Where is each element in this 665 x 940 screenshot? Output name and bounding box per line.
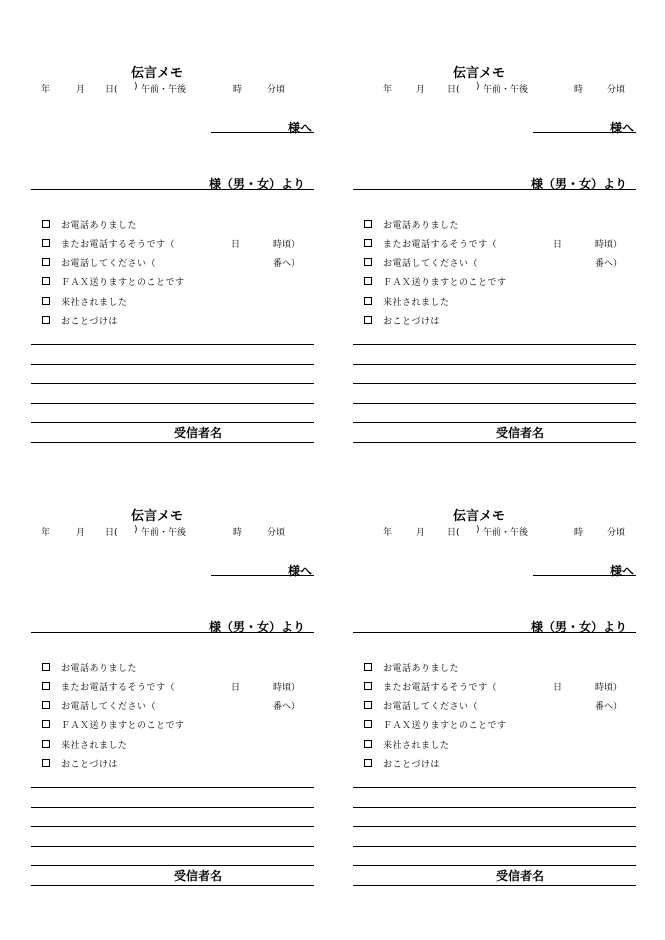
option-item: お電話してください（ [383, 259, 479, 269]
callback-number-label: 番へ） [595, 702, 623, 712]
checkbox[interactable] [364, 663, 372, 671]
option-item: お電話ありました [61, 664, 138, 674]
checkbox[interactable] [42, 759, 50, 767]
memo-title: 伝言メモ [453, 66, 506, 81]
checkbox[interactable] [42, 277, 50, 285]
checkbox[interactable] [42, 720, 50, 728]
checkbox[interactable] [364, 720, 372, 728]
message-line[interactable] [31, 865, 314, 866]
message-line[interactable] [353, 846, 636, 847]
checkbox[interactable] [364, 701, 372, 709]
minute-label: 分頃 [267, 85, 286, 95]
message-line[interactable] [353, 344, 636, 345]
weekday-paren-close: ) [476, 525, 480, 535]
checkbox[interactable] [364, 740, 372, 748]
message-line[interactable] [31, 826, 314, 827]
checkbox[interactable] [42, 740, 50, 748]
callback-day-label: 日 [553, 240, 563, 250]
message-line[interactable] [31, 885, 314, 886]
message-memo-4 [353, 505, 653, 905]
message-line[interactable] [31, 364, 314, 365]
checkbox[interactable] [42, 239, 50, 247]
message-line[interactable] [31, 383, 314, 384]
option-item: またお電話するそうです（ [61, 683, 176, 693]
am-pm-label: 午前・午後 [141, 85, 187, 95]
option-item: ＦＡＸ送りますとのことです [383, 278, 507, 288]
message-line[interactable] [353, 865, 636, 866]
hour-label: 時 [233, 85, 243, 95]
date-month-label: 月 [416, 528, 426, 538]
option-item: お電話ありました [383, 664, 460, 674]
callback-number-label: 番へ） [273, 702, 301, 712]
caller-suffix: 様（男・女）より [209, 177, 306, 191]
message-memo-2 [353, 62, 653, 462]
date-day-label: 日( [447, 528, 460, 538]
checkbox[interactable] [364, 277, 372, 285]
checkbox[interactable] [364, 316, 372, 324]
minute-label: 分頃 [267, 528, 286, 538]
option-item: お電話してください（ [61, 702, 157, 712]
option-item: またお電話するそうです（ [61, 240, 176, 250]
date-year-label: 年 [41, 528, 51, 538]
message-line[interactable] [31, 403, 314, 404]
message-line[interactable] [31, 787, 314, 788]
message-line[interactable] [31, 442, 314, 443]
checkbox[interactable] [42, 220, 50, 228]
weekday-paren-close: ) [134, 525, 138, 535]
recipient-suffix: 様へ [288, 121, 313, 135]
callback-day-label: 日 [231, 240, 241, 250]
checkbox[interactable] [364, 220, 372, 228]
callback-day-label: 日 [553, 683, 563, 693]
message-line[interactable] [31, 846, 314, 847]
receiver-label: 受信者名 [174, 869, 223, 883]
option-item: 来社されました [383, 741, 450, 751]
hour-label: 時 [574, 85, 584, 95]
callback-day-label: 日 [231, 683, 241, 693]
caller-suffix: 様（男・女）より [531, 177, 628, 191]
option-item: お電話ありました [61, 221, 138, 231]
message-line[interactable] [31, 422, 314, 423]
minute-label: 分頃 [607, 528, 626, 538]
caller-suffix: 様（男・女）より [209, 620, 306, 634]
option-item: またお電話するそうです（ [383, 240, 498, 250]
recipient-suffix: 様へ [610, 564, 635, 578]
callback-number-label: 番へ） [595, 259, 623, 269]
hour-label: 時 [233, 528, 243, 538]
option-item: おことづけは [383, 317, 440, 327]
memo-title: 伝言メモ [131, 66, 184, 81]
date-year-label: 年 [41, 85, 51, 95]
am-pm-label: 午前・午後 [483, 528, 529, 538]
checkbox[interactable] [364, 239, 372, 247]
option-item: ＦＡＸ送りますとのことです [383, 721, 507, 731]
caller-suffix: 様（男・女）より [531, 620, 628, 634]
option-item: おことづけは [61, 760, 118, 770]
checkbox[interactable] [364, 258, 372, 266]
callback-time-label: 時頃） [273, 240, 301, 250]
message-line[interactable] [31, 344, 314, 345]
recipient-suffix: 様へ [288, 564, 313, 578]
callback-time-label: 時頃） [595, 240, 623, 250]
memo-title: 伝言メモ [131, 509, 184, 524]
am-pm-label: 午前・午後 [483, 85, 529, 95]
message-line[interactable] [353, 442, 636, 443]
message-line[interactable] [353, 422, 636, 423]
message-line[interactable] [353, 826, 636, 827]
checkbox[interactable] [42, 663, 50, 671]
option-item: 来社されました [61, 741, 128, 751]
receiver-label: 受信者名 [174, 426, 223, 440]
callback-number-label: 番へ） [273, 259, 301, 269]
checkbox[interactable] [42, 297, 50, 305]
recipient-suffix: 様へ [610, 121, 635, 135]
receiver-label: 受信者名 [496, 869, 545, 883]
am-pm-label: 午前・午後 [141, 528, 187, 538]
option-item: おことづけは [383, 760, 440, 770]
checkbox[interactable] [42, 316, 50, 324]
hour-label: 時 [574, 528, 584, 538]
minute-label: 分頃 [607, 85, 626, 95]
message-line[interactable] [31, 807, 314, 808]
message-line[interactable] [353, 885, 636, 886]
option-item: 来社されました [61, 298, 128, 308]
weekday-paren-close: ) [134, 82, 138, 92]
date-year-label: 年 [383, 85, 393, 95]
message-line[interactable] [353, 383, 636, 384]
weekday-paren-close: ) [476, 82, 480, 92]
receiver-label: 受信者名 [496, 426, 545, 440]
callback-time-label: 時頃） [595, 683, 623, 693]
option-item: お電話してください（ [61, 259, 157, 269]
option-item: ＦＡＸ送りますとのことです [61, 721, 185, 731]
option-item: お電話ありました [383, 221, 460, 231]
date-month-label: 月 [416, 85, 426, 95]
message-line[interactable] [353, 364, 636, 365]
message-line[interactable] [353, 807, 636, 808]
date-month-label: 月 [76, 528, 86, 538]
option-item: おことづけは [61, 317, 118, 327]
checkbox[interactable] [42, 258, 50, 266]
date-year-label: 年 [383, 528, 393, 538]
checkbox[interactable] [42, 701, 50, 709]
date-day-label: 日( [105, 85, 118, 95]
option-item: ＦＡＸ送りますとのことです [61, 278, 185, 288]
option-item: お電話してください（ [383, 702, 479, 712]
option-item: またお電話するそうです（ [383, 683, 498, 693]
checkbox[interactable] [364, 759, 372, 767]
checkbox[interactable] [364, 682, 372, 690]
message-memo-3 [31, 505, 331, 905]
memo-title: 伝言メモ [453, 509, 506, 524]
checkbox[interactable] [364, 297, 372, 305]
date-day-label: 日( [105, 528, 118, 538]
option-item: 来社されました [383, 298, 450, 308]
message-line[interactable] [353, 403, 636, 404]
date-day-label: 日( [447, 85, 460, 95]
date-month-label: 月 [76, 85, 86, 95]
message-line[interactable] [353, 787, 636, 788]
checkbox[interactable] [42, 682, 50, 690]
callback-time-label: 時頃） [273, 683, 301, 693]
message-memo-1 [31, 62, 331, 462]
